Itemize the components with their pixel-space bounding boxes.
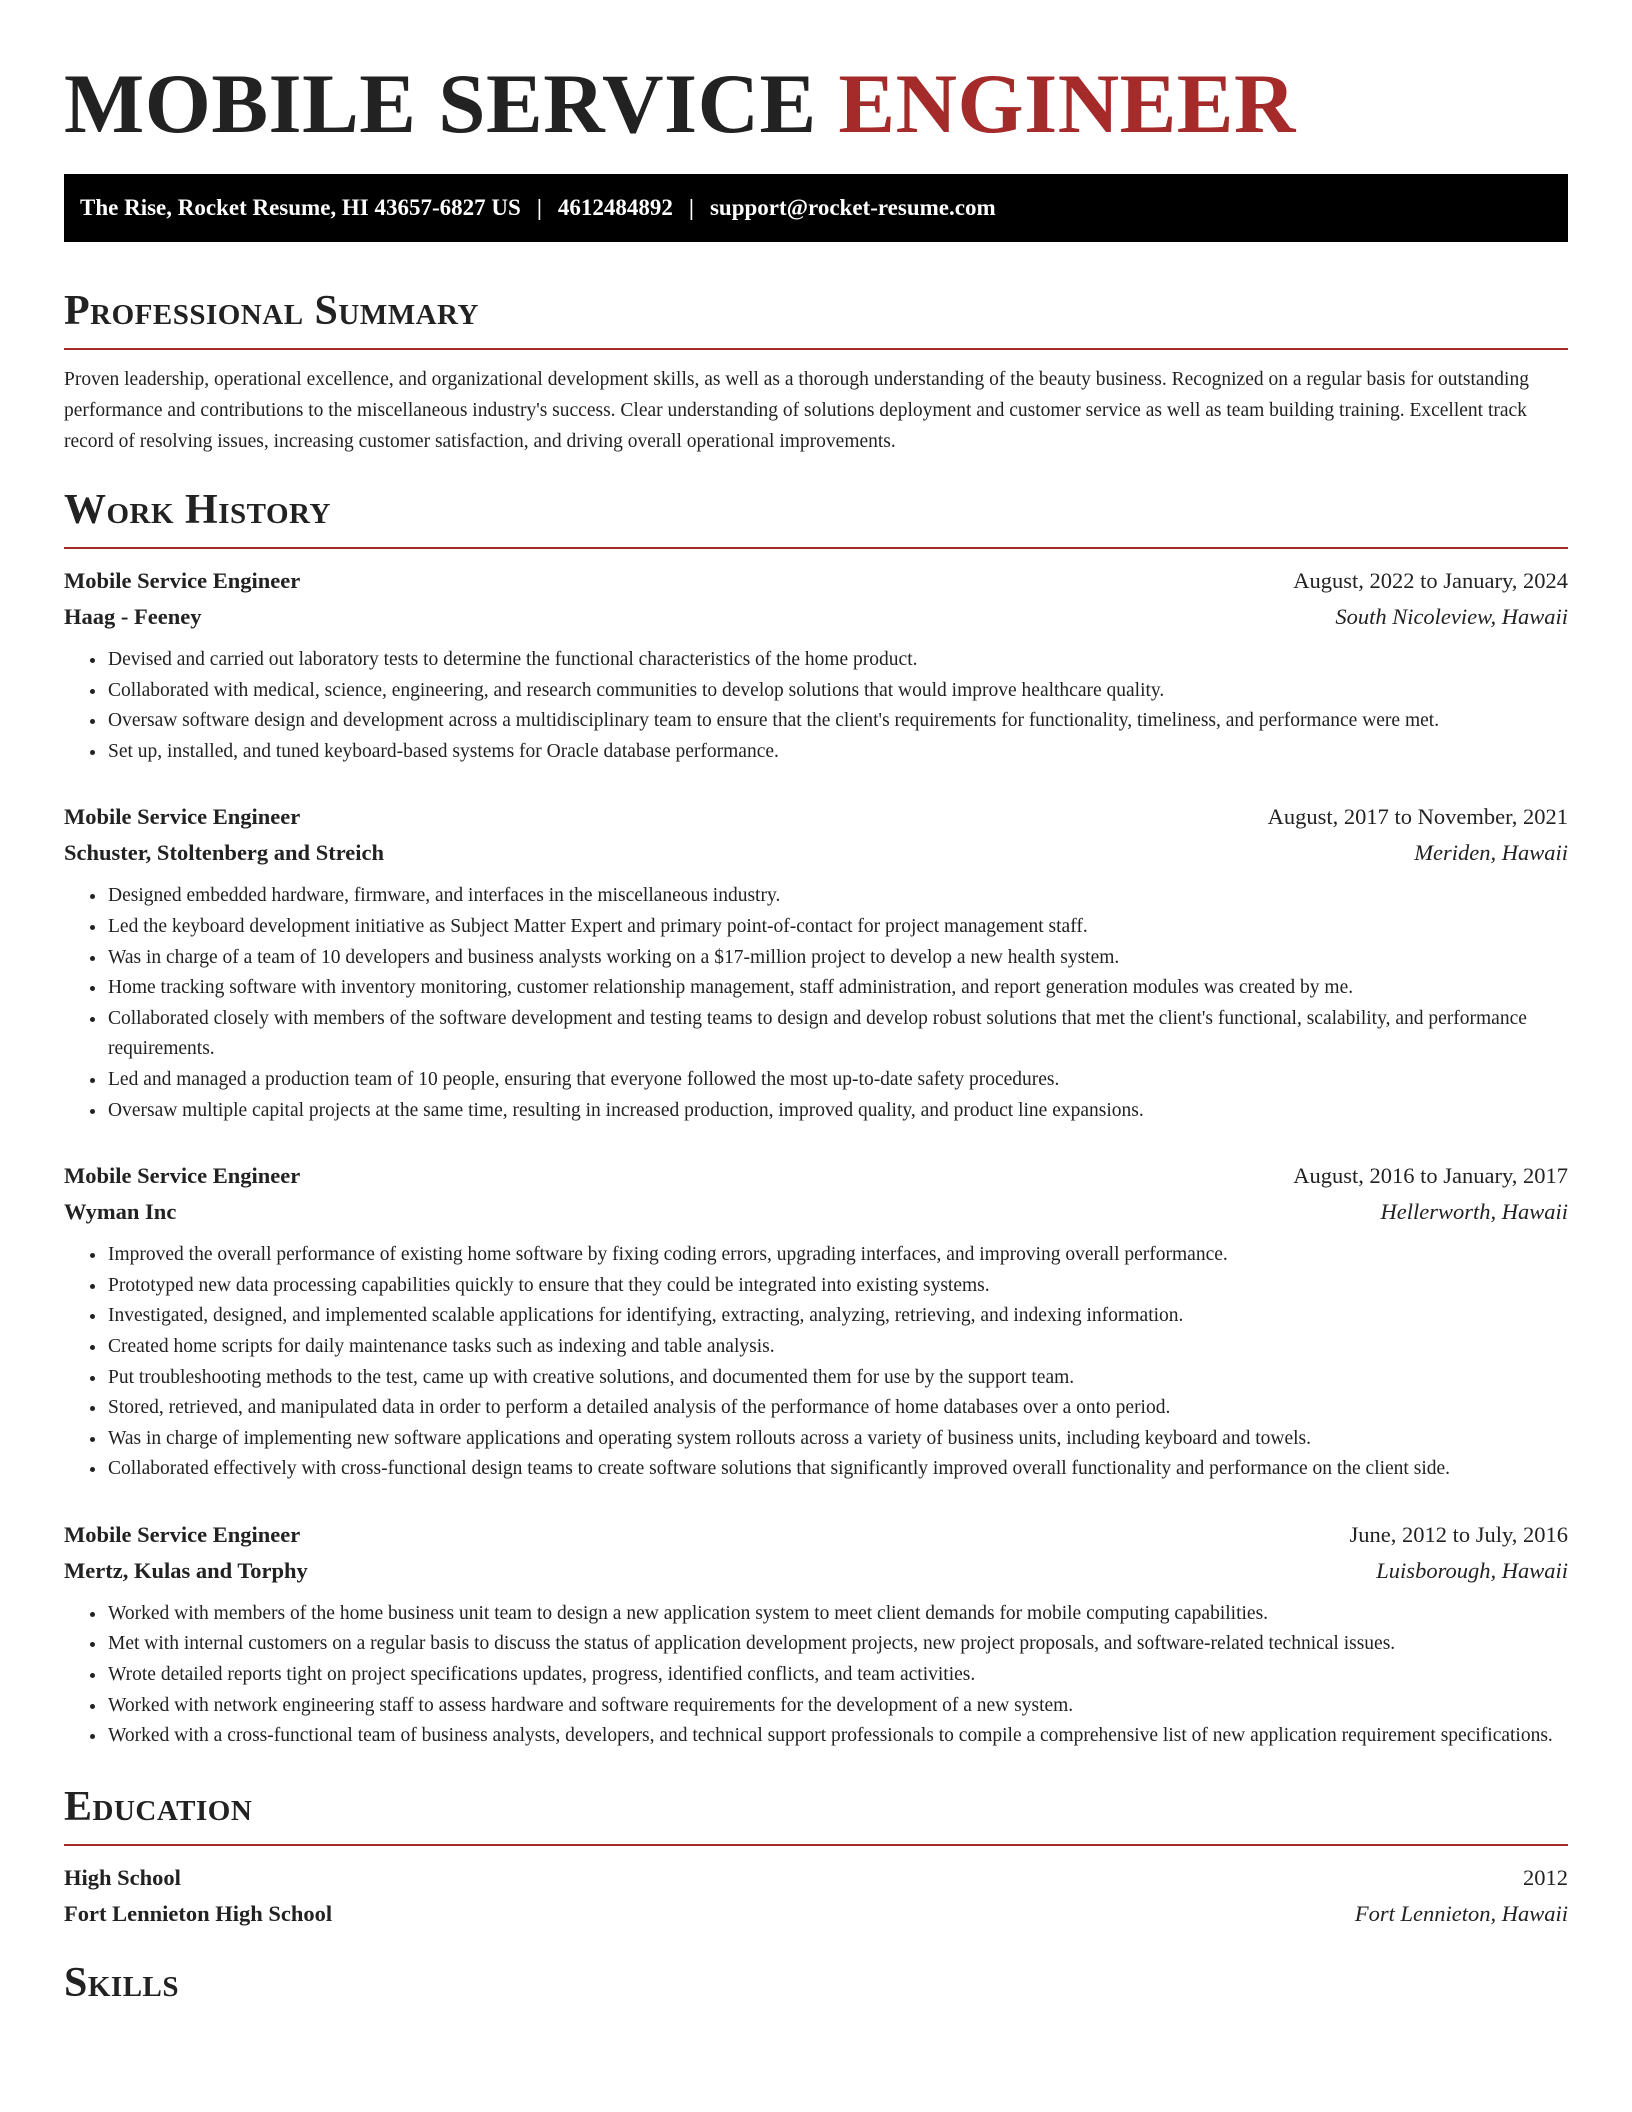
education-school-row [64,1896,1568,1932]
contact-phone: 4612484892 [557,195,673,220]
summary-heading: Professional Summary [64,288,479,334]
job-location: Hellerworth, Hawaii [1380,1199,1568,1225]
section-divider [64,547,1568,549]
job-company-row [64,1553,1568,1589]
job-bullet: • Collaborated effectively with cross-functional design teams to create software solutions that significantly improved overall functionality and performance on the client side. [107,1454,1568,1485]
job-entry [64,1158,1568,1485]
contact-separator: | [536,195,542,220]
job-bullet: • Wrote detailed reports tight on project specifications updates, progress, identified conflicts, and team activities. [107,1660,1568,1691]
job-bullet: • Worked with network engineering staff to assess hardware and software requirements for the development of a new system. [107,1691,1568,1722]
job-bullet: • Stored, retrieved, and manipulated data in order to perform a detailed analysis of the performance of home databases over a onto period. [107,1393,1568,1424]
job-dates: August, 2022 to January, 2024 [1293,568,1568,593]
education-heading: Education [64,1783,253,1830]
job-bullet: • Put troubleshooting methods to the test, came up with creative solutions, and documented them for use by the support team. [107,1363,1568,1394]
job-bullet: • Improved the overall performance of existing home software by fixing coding errors, upgrading interfaces, and improving overall performance. [107,1240,1568,1271]
education-degree: High School [64,1864,181,1890]
job-entry [64,1517,1568,1752]
job-bullet: • Collaborated closely with members of the software development and testing teams to design and develop robust solutions that met the client's functional, scalability, and performance requirements. [107,1004,1568,1065]
job-bullet: • Home tracking software with inventory monitoring, customer relationship management, staff administration, and report generation modules was created by me. [107,973,1568,1004]
job-title: Mobile Service Engineer [64,568,301,593]
job-title: Mobile Service Engineer [64,1163,301,1189]
contact-separator: | [688,195,694,220]
job-title: Mobile Service Engineer [64,1521,301,1547]
job-company: Mertz, Kulas and Torphy [64,1557,308,1583]
section-divider [64,348,1568,350]
job-company: Schuster, Stoltenberg and Streich [64,840,385,866]
job-bullet: • Investigated, designed, and implemented scalable applications for identifying, extracting, analyzing, retrieving, and indexing information. [107,1301,1568,1332]
section-divider [64,1844,1568,1846]
job-bullet: • Worked with a cross-functional team of business analysts, developers, and technical support professionals to compile a comprehensive list of new application requirement specifications. [107,1721,1568,1752]
job-bullet: • Oversaw multiple capital projects at the same time, resulting in increased production, improved quality, and product line expansions. [107,1096,1568,1127]
job-bullet: • Was in charge of implementing new software applications and operating system rollouts across a variety of business units, including keyboard and towels. [107,1424,1568,1455]
job-entry [64,563,1568,767]
job-entry [64,799,1568,1126]
job-location: South Nicoleview, Hawaii [1335,604,1568,629]
job-header-row [64,563,1568,599]
job-dates: August, 2016 to January, 2017 [1293,1163,1568,1189]
job-bullet: • Led and managed a production team of 10 people, ensuring that everyone followed the most up-to-date safety procedures. [107,1065,1568,1096]
job-bullet: • Collaborated with medical, science, engineering, and research communities to develop solutions that would improve healthcare quality. [107,676,1568,707]
job-bullet: • Met with internal customers on a regular basis to discuss the status of application development projects, new project proposals, and software-related technical issues. [107,1629,1568,1660]
job-company-row [64,1194,1568,1230]
skills-section [64,1958,1568,2008]
contact-bar [64,174,1568,242]
resume-name [64,0,1568,150]
job-bullet-list [64,881,1568,1126]
contact-address: The Rise, Rocket Resume, HI 43657-6827 US [80,195,521,220]
job-dates: June, 2012 to July, 2016 [1349,1521,1568,1547]
work-history-section [64,485,1568,1752]
summary-section [64,286,1568,457]
education-section [64,1782,1568,1932]
job-bullet: • Designed embedded hardware, firmware, and interfaces in the miscellaneous industry. [107,881,1568,912]
name-accent: ENGINEER [838,57,1296,151]
job-bullet-list [64,1599,1568,1752]
job-header-row [64,799,1568,835]
summary-text: Proven leadership, operational excellence, and organizational development skills, as well as a thorough understanding of the beauty business. Recognized on a regular basis for outstanding performance and contributions to the miscellaneous industry's success. Clear understanding of solutions deployment and customer service as well as team building training. Excellent track record of resolving issues, increasing customer satisfaction, and driving overall operational improvements. [64,369,1529,452]
education-location: Fort Lennieton, Hawaii [1354,1900,1568,1926]
job-dates: August, 2017 to November, 2021 [1267,804,1568,830]
job-title: Mobile Service Engineer [64,804,301,830]
job-location: Luisborough, Hawaii [1376,1557,1568,1583]
job-bullet: • Was in charge of a team of 10 developers and business analysts working on a $17-million project to develop a new health system. [107,943,1568,974]
education-school: Fort Lennieton High School [64,1900,333,1926]
job-bullet: • Worked with members of the home business unit team to design a new application system to meet client demands for mobile computing capabilities. [107,1599,1568,1630]
education-year: 2012 [1523,1864,1568,1890]
job-bullet-list [64,645,1568,767]
job-header-row [64,1158,1568,1194]
job-bullet: • Created home scripts for daily maintenance tasks such as indexing and table analysis. [107,1332,1568,1363]
job-company: Haag - Feeney [64,604,202,629]
job-bullet: • Devised and carried out laboratory tests to determine the functional characteristics of the home product. [107,645,1568,676]
job-company: Wyman Inc [64,1199,177,1225]
job-bullet-list [64,1240,1568,1485]
job-bullet: • Set up, installed, and tuned keyboard-based systems for Oracle database performance. [107,737,1568,768]
job-bullet: • Led the keyboard development initiative as Subject Matter Expert and primary point-of-contact for project management staff. [107,912,1568,943]
job-header-row [64,1517,1568,1553]
education-degree-row [64,1860,1568,1896]
contact-email: support@rocket-resume.com [709,195,996,220]
skills-heading: Skills [64,1959,180,2006]
work-history-heading: Work History [64,487,331,533]
job-location: Meriden, Hawaii [1414,840,1568,866]
job-company-row [64,599,1568,635]
job-bullet: • Oversaw software design and development across a multidisciplinary team to ensure that the client's requirements for functionality, timeliness, and performance were met. [107,706,1568,737]
name-main: MOBILE SERVICE [64,57,817,151]
job-company-row [64,835,1568,871]
job-bullet: • Prototyped new data processing capabilities quickly to ensure that they could be integrated into existing systems. [107,1271,1568,1302]
